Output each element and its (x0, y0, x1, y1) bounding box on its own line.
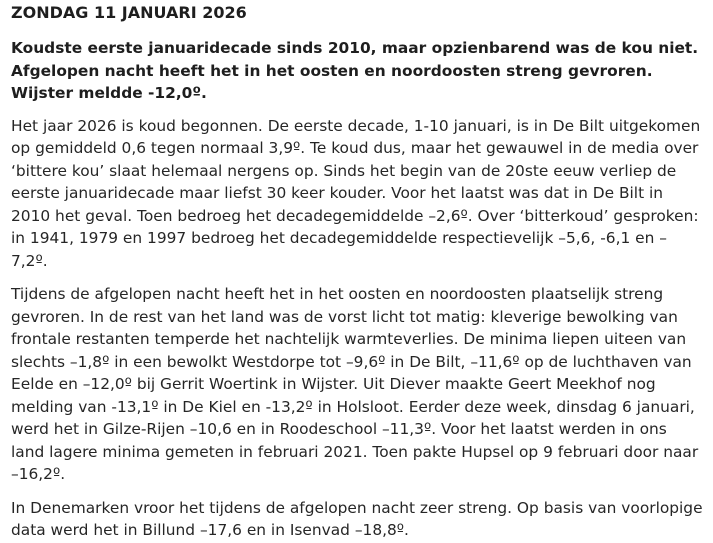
article-lead: Koudste eerste januaridecade sinds 2010, maar opzienbarend was de kou niet. Afgelopen nacht heeft het in het oosten en noordoosten streng gevroren. Wijster meldde -12,0º. (11, 39, 699, 102)
article-paragraph-2: Tijdens de afgelopen nacht heeft het in het oosten en noordoosten plaatselijk streng gevroren. In de rest van het land was de vorst licht tot matig: kleverige bewolking van frontale restanten temperde het nachtelijk warmteverlies. De minima liepen uiteen van slechts –1,8º in een bewolkt Westdorpe tot –9,6º in De Bilt, –11,6º op de luchthaven van Eelde en –12,0º bij Gerrit Woertink in Wijster. Uit Diever maakte Geert Meekhof nog melding van -13,1º in De Kiel en -13,2º in Holsloot. Eerder deze week, dinsdag 6 januari, werd het in Gilze-Rijen –10,6 en in Roodeschool –11,3º. Voor het laatst werden in ons land lagere minima gemeten in februari 2021. Toen pakte Hupsel op 9 februari door naar –16,2º. (11, 285, 699, 483)
article-paragraph-1: Het jaar 2026 is koud begonnen. De eerste decade, 1-10 januari, is in De Bilt uitgekomen op gemiddeld 0,6 tegen normaal 3,9º. Te koud dus, maar het gewauwel in de media over ‘bittere kou’ slaat helemaal nergens op. Sinds het begin van de 20ste eeuw verliep de eerste januaridecade maar liefst 30 keer kouder. Voor het laatst was dat in De Bilt in 2010 het geval. Toen bedroeg het decadegemiddelde –2,6º. Over ‘bitterkoud’ gesproken: in 1941, 1979 en 1997 bedroeg het decadegemiddelde respectievelijk –5,6, -6,1 en –7,2º. (11, 116, 701, 270)
article-date: ZONDAG 11 JANUARI 2026 (11, 3, 247, 22)
article-paragraph-3: In Denemarken vroor het tijdens de afgelopen nacht zeer streng. Op basis van voorlopige data werd het in Billund –17,6 en in Isenvad –18,8º. (11, 498, 703, 539)
